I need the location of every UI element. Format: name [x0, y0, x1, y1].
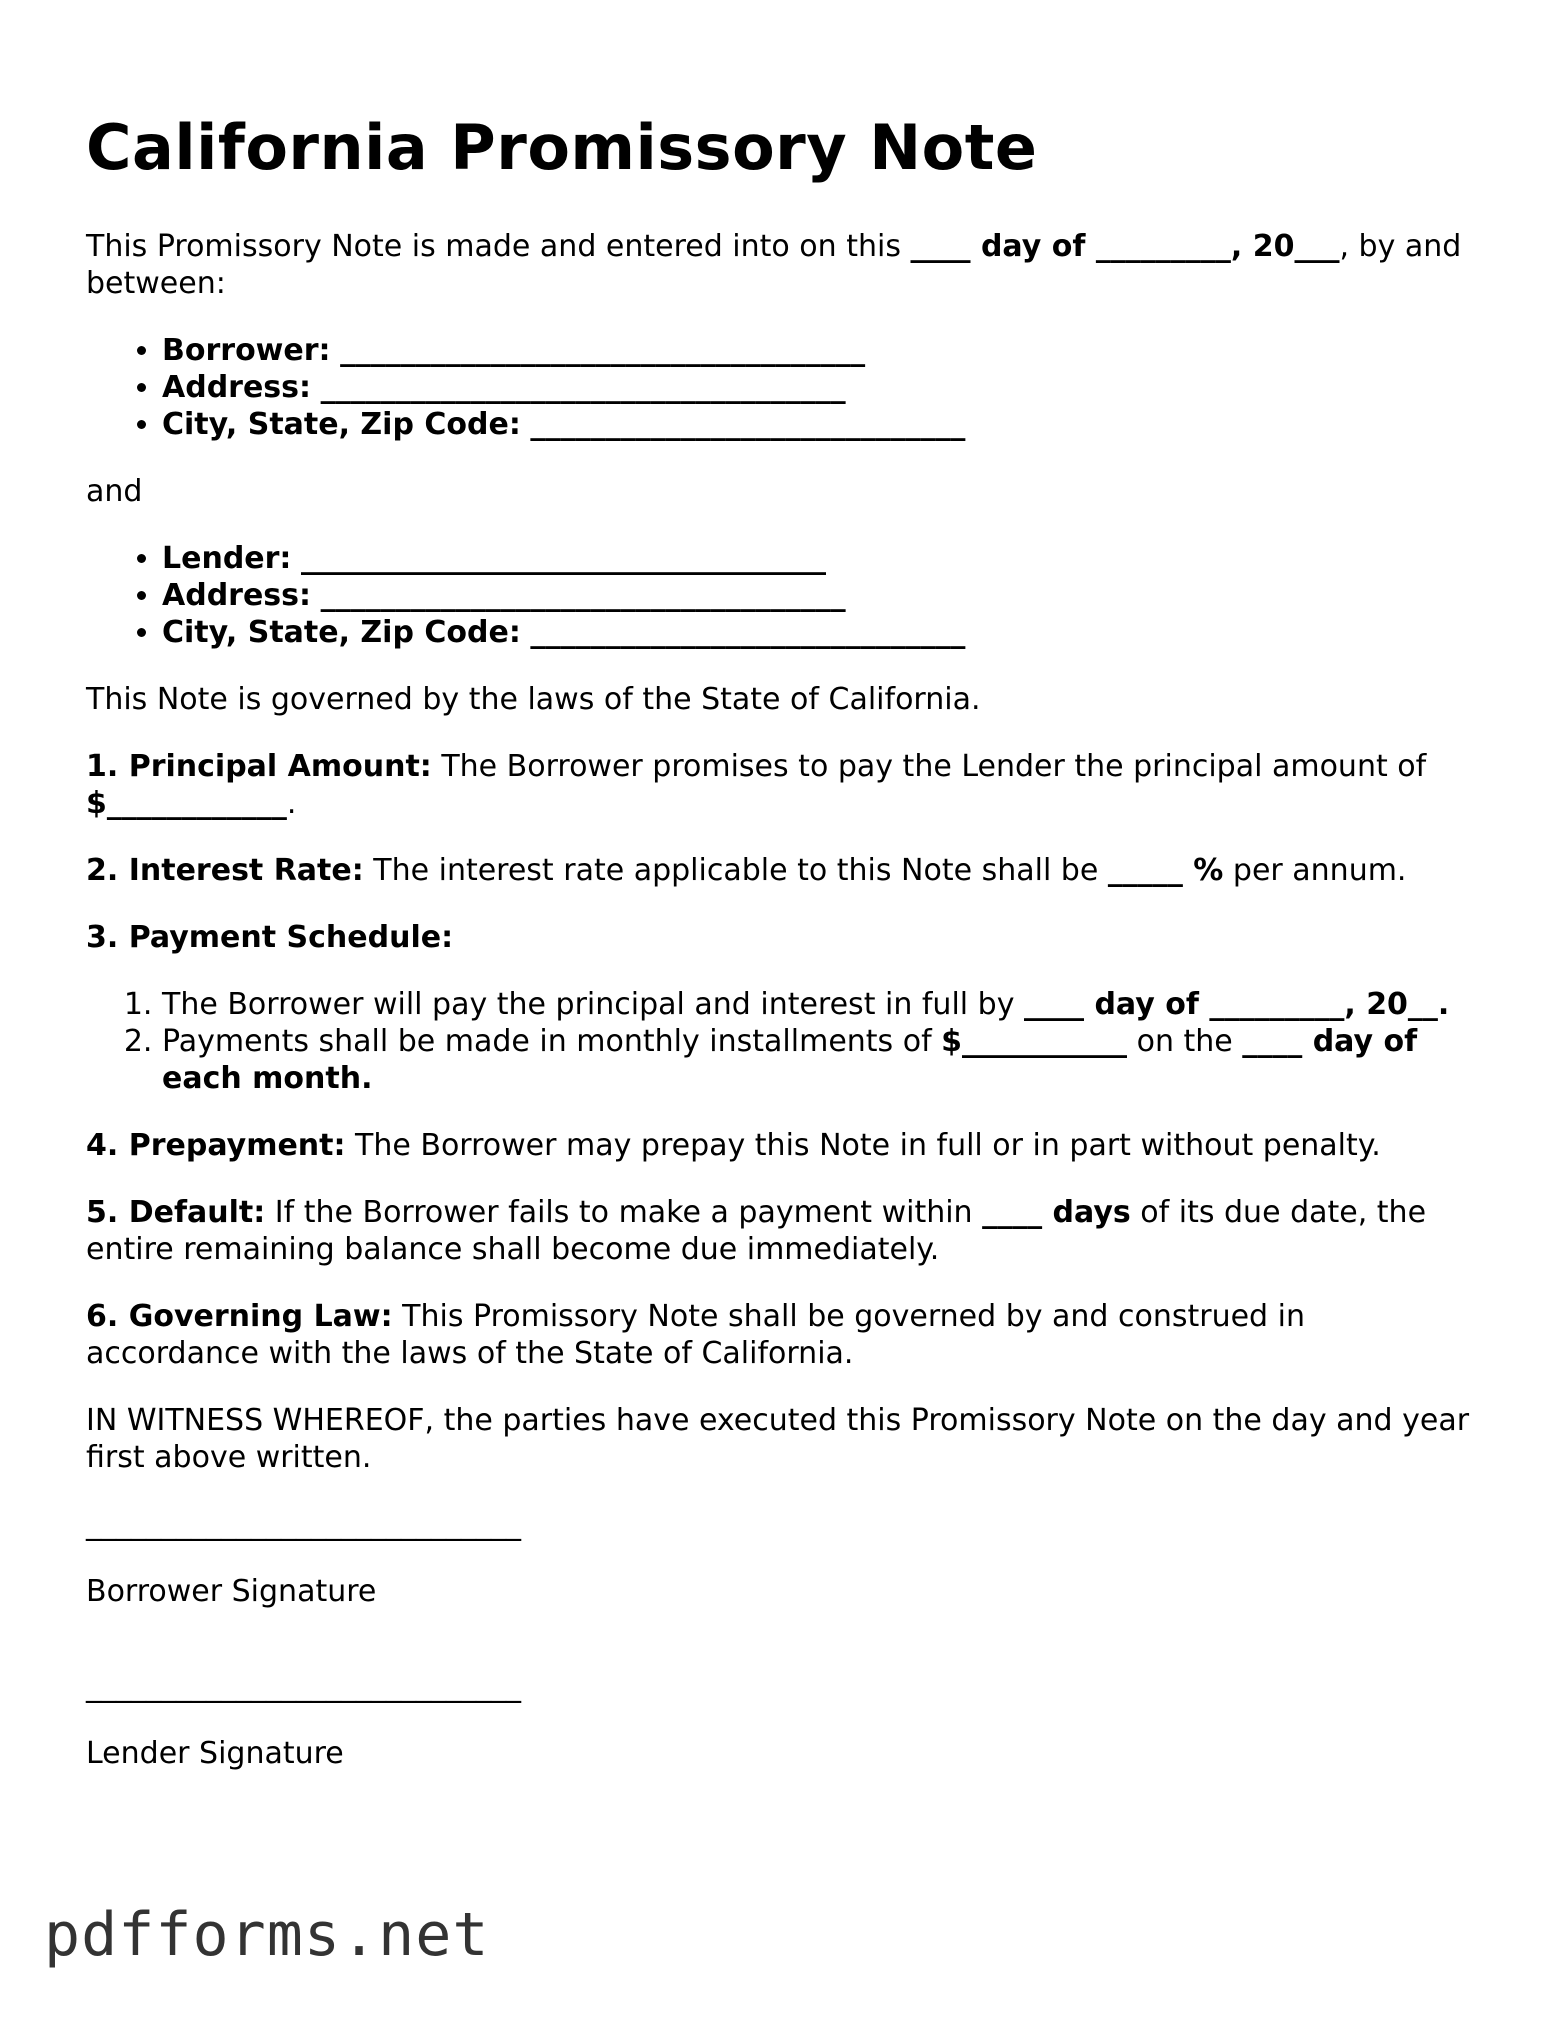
list-item — [162, 614, 1486, 651]
list-item — [162, 986, 1486, 1023]
section-heading: 1. Principal Amount: — [86, 749, 432, 784]
list-item — [162, 332, 1486, 369]
schedule-item-text: Payments shall be made in monthly installments of — [162, 1024, 942, 1059]
borrower-list — [86, 332, 1486, 443]
borrower-label: Borrower: — [162, 333, 331, 368]
lender-address-label: Address: — [162, 578, 312, 613]
schedule-list — [86, 986, 1486, 1097]
lender-label: Lender: — [162, 541, 292, 576]
borrower-signature-line: _____________________________ — [86, 1507, 521, 1542]
intro-month-blank: _________, 20___ — [1095, 229, 1340, 264]
list-item — [162, 540, 1486, 577]
section-interest — [86, 852, 1486, 889]
lender-city-blank: _____________________________ — [530, 615, 966, 650]
section-text: The Borrower may prepay this Note in full or in part without penalty. — [345, 1128, 1381, 1163]
section-default — [86, 1194, 1486, 1268]
section-end: per annum. — [1223, 853, 1407, 888]
list-item — [162, 406, 1486, 443]
interest-blank: _____ % — [1107, 853, 1224, 888]
intro-prefix: This Promissory Note is made and entered into on this — [86, 229, 911, 264]
section-heading: 5. Default: — [86, 1195, 266, 1230]
watermark-logo: pdfforms.net — [44, 1900, 490, 1970]
borrower-blank: ___________________________________ — [340, 333, 866, 368]
governed-text: This Note is governed by the laws of the State of California. — [86, 682, 981, 717]
list-item — [162, 369, 1486, 406]
intro-suffix: , by and between: — [86, 229, 1462, 301]
section-governing-law — [86, 1298, 1486, 1372]
default-days-blank: ____ days — [982, 1195, 1131, 1230]
section-heading: 2. Interest Rate: — [86, 853, 364, 888]
section-principal — [86, 748, 1486, 822]
principal-blank: $____________ — [86, 786, 287, 821]
borrower-address-blank: ___________________________________ — [320, 370, 846, 405]
section-end: . — [286, 786, 297, 821]
section-schedule-heading — [86, 919, 1486, 956]
borrower-signature-label: Borrower Signature — [86, 1574, 377, 1609]
lender-list — [86, 540, 1486, 651]
lender-blank: ___________________________________ — [300, 541, 826, 576]
lender-city-label: City, State, Zip Code: — [162, 615, 521, 650]
list-item — [162, 577, 1486, 614]
section-text: The interest rate applicable to this Note shall be — [363, 853, 1108, 888]
lender-address-blank: ___________________________________ — [320, 578, 846, 613]
page-title: California Promissory Note — [86, 111, 1038, 184]
and-text: and — [86, 474, 143, 509]
witness-text: IN WITNESS WHEREOF, the parties have executed this Promissory Note on the day and year first above written. — [86, 1403, 1470, 1475]
borrower-city-label: City, State, Zip Code: — [162, 407, 521, 442]
installment-amount-blank: $___________ — [941, 1024, 1128, 1059]
borrower-address-label: Address: — [162, 370, 312, 405]
section-text: The Borrower promises to pay the Lender the principal amount of — [431, 749, 1427, 784]
list-item — [162, 1023, 1486, 1097]
section-prepayment — [86, 1127, 1486, 1164]
installment-day-blank: ____ day of each month. — [162, 1024, 1418, 1096]
borrower-city-blank: _____________________________ — [530, 407, 966, 442]
section-heading: 3. Payment Schedule: — [86, 920, 454, 955]
schedule-item-mid: on the — [1127, 1024, 1243, 1059]
intro-paragraph — [86, 228, 1486, 302]
section-end: of its due date, the entire remaining balance shall become due immediately. — [86, 1195, 1427, 1267]
intro-day-blank: ____ — [910, 229, 971, 264]
section-heading: 4. Prepayment: — [86, 1128, 346, 1163]
schedule-item-text: The Borrower will pay the principal and interest in full by — [162, 987, 1024, 1022]
lender-signature-line: _____________________________ — [86, 1669, 521, 1704]
section-text: If the Borrower fails to make a payment within — [265, 1195, 983, 1230]
section-heading: 6. Governing Law: — [86, 1299, 393, 1334]
schedule-item-blank: ____ day of _________, 20__. — [1024, 987, 1450, 1022]
lender-signature-label: Lender Signature — [86, 1736, 344, 1771]
intro-day-of: day of — [970, 229, 1096, 264]
section-text: This Promissory Note shall be governed by and construed in accordance with the laws of the State of California. — [86, 1299, 1305, 1371]
document-page — [86, 108, 1486, 1772]
